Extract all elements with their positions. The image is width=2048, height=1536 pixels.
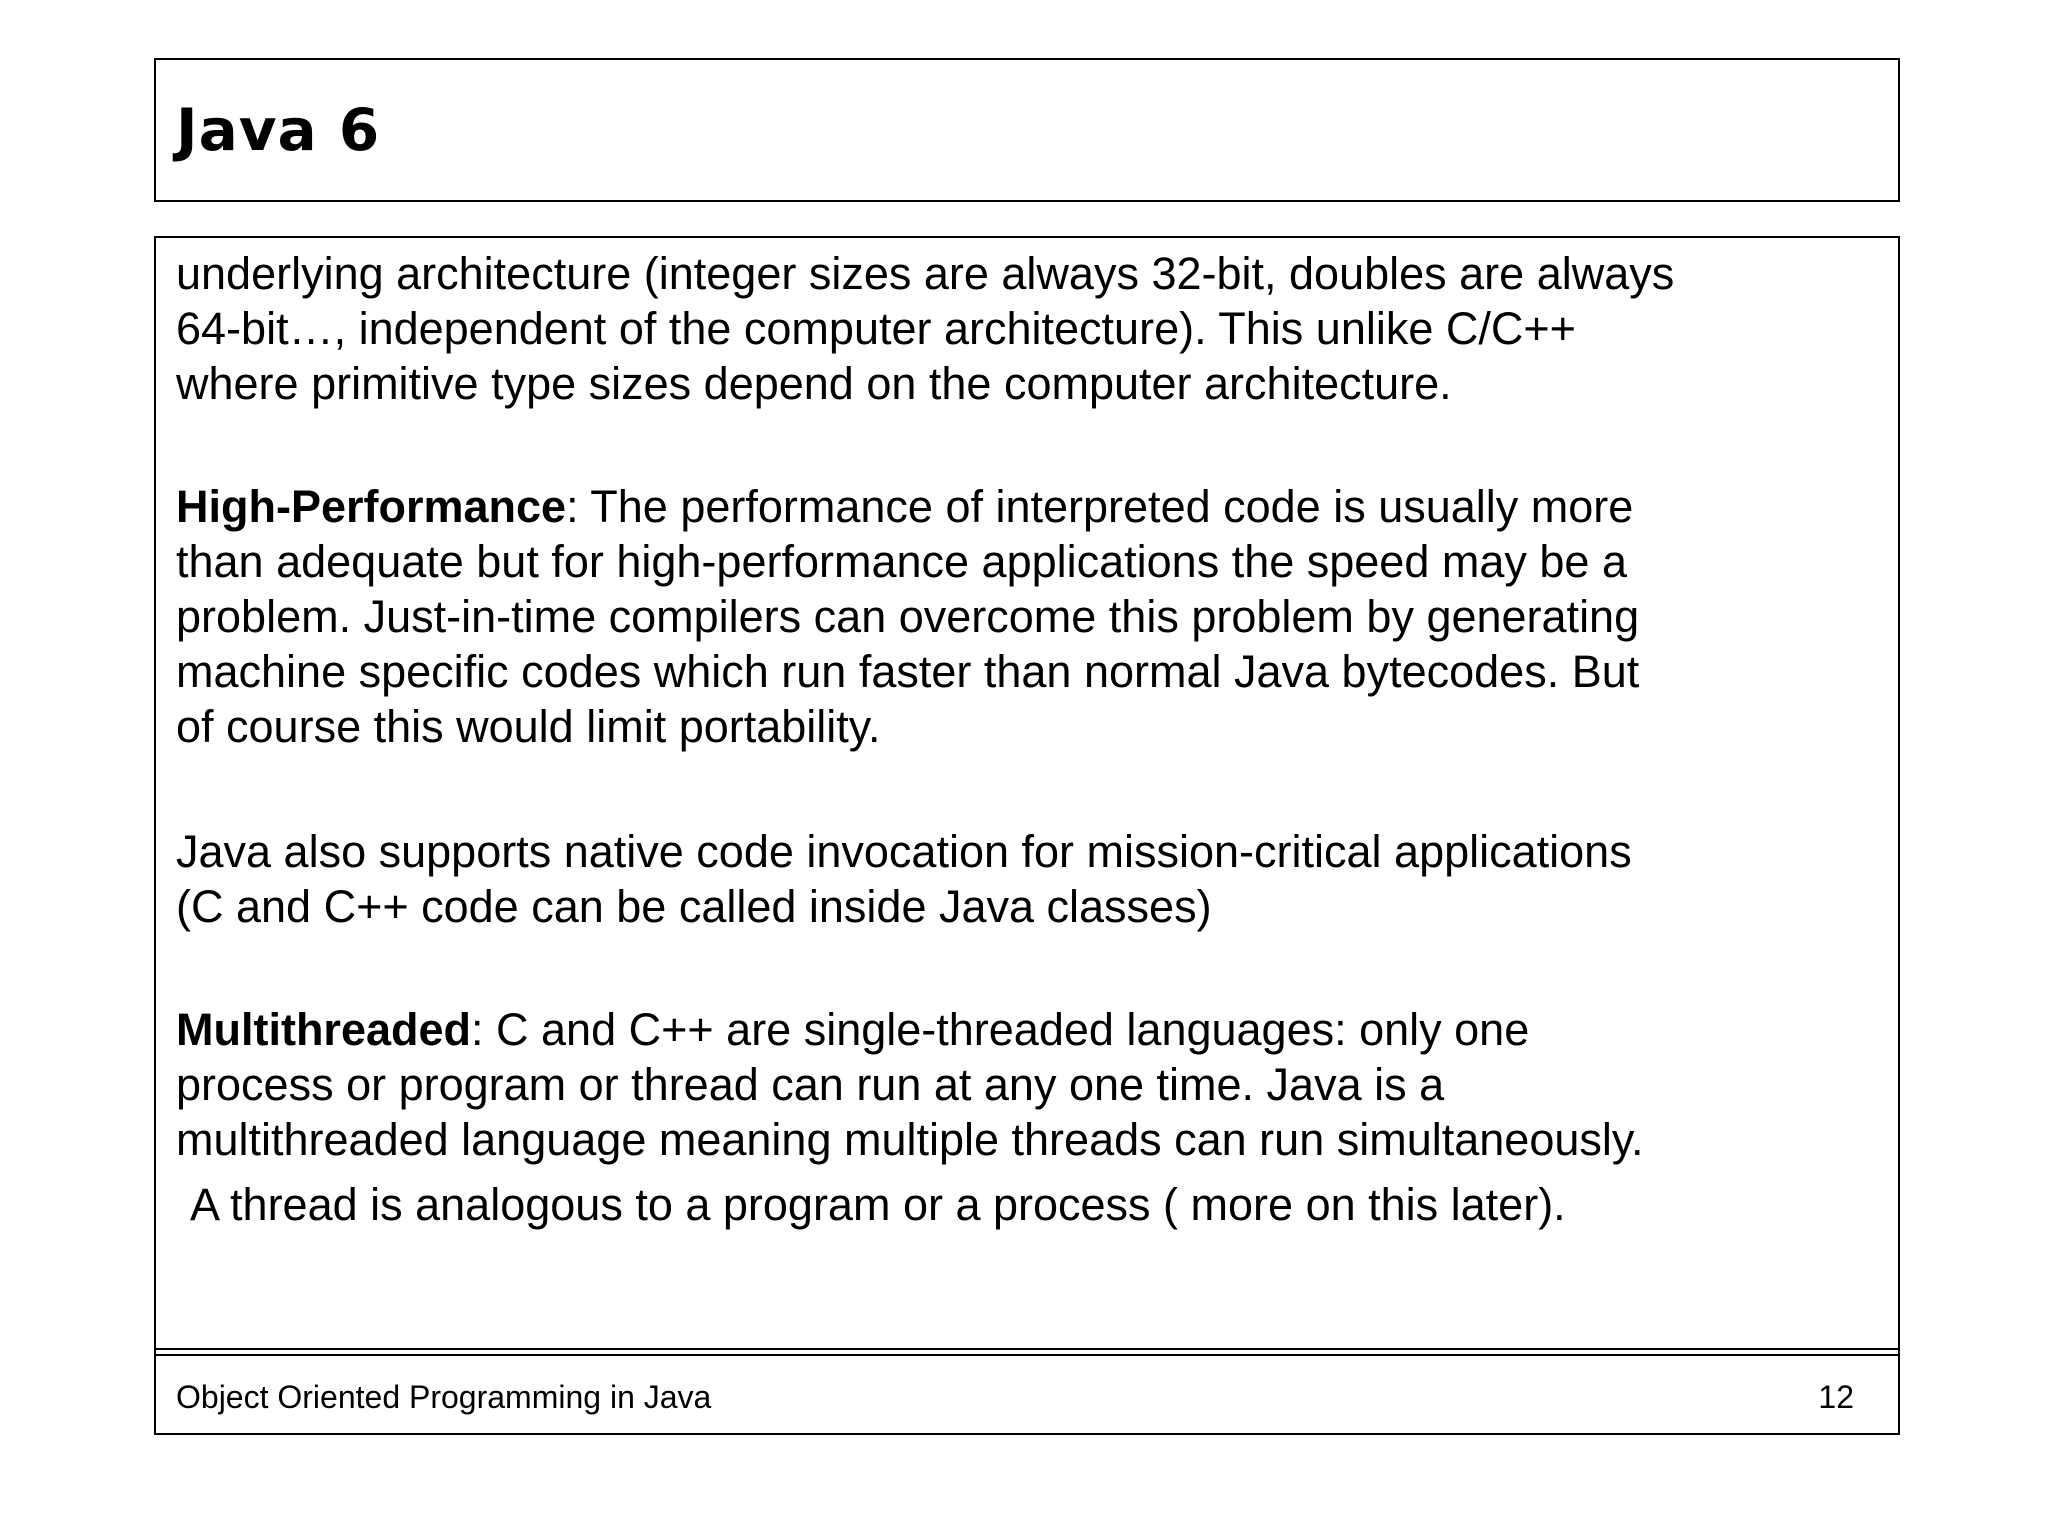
footer-page-number: 12 — [1818, 1379, 1854, 1415]
term-high-performance: High-Performance — [176, 481, 567, 532]
text-high-performance: : The performance of interpreted code is usually more than adequate but for high-performance applications the speed may be a problem. Just-in-time compilers can overcome this problem by generating machine specific codes which run faster than normal Java bytecodes. But of course this would limit portability. — [176, 481, 1640, 752]
paragraph-thread: A thread is analogous to a program or a process ( more on this later). — [190, 1179, 1566, 1230]
footer-divider — [156, 1348, 1898, 1356]
content-box — [154, 236, 1900, 1435]
slide-title: Java 6 — [176, 96, 381, 164]
footer-course-title: Object Oriented Programming in Java — [176, 1379, 712, 1415]
paragraph-architecture: underlying architecture (integer sizes are always 32-bit, doubles are always 64-bit…, independent of the computer architecture). This unlike C/C++ where primitive type sizes depend on the computer architecture. — [176, 248, 1675, 409]
term-multithreaded: Multithreaded — [176, 1004, 472, 1055]
slide-body — [176, 246, 1896, 1232]
text-multithreaded: : C and C++ are single-threaded languages: only one process or program or thread can run at any one time. Java is a multithreaded language meaning multiple threads can run simultaneously. — [176, 1004, 1644, 1165]
paragraph-native-code: Java also supports native code invocation for mission-critical applications (C and C++ code can be called inside Java classes) — [176, 826, 1632, 932]
paragraph-multithreaded — [176, 1002, 1896, 1167]
paragraph-high-performance — [176, 479, 1896, 754]
title-box — [154, 58, 1900, 202]
